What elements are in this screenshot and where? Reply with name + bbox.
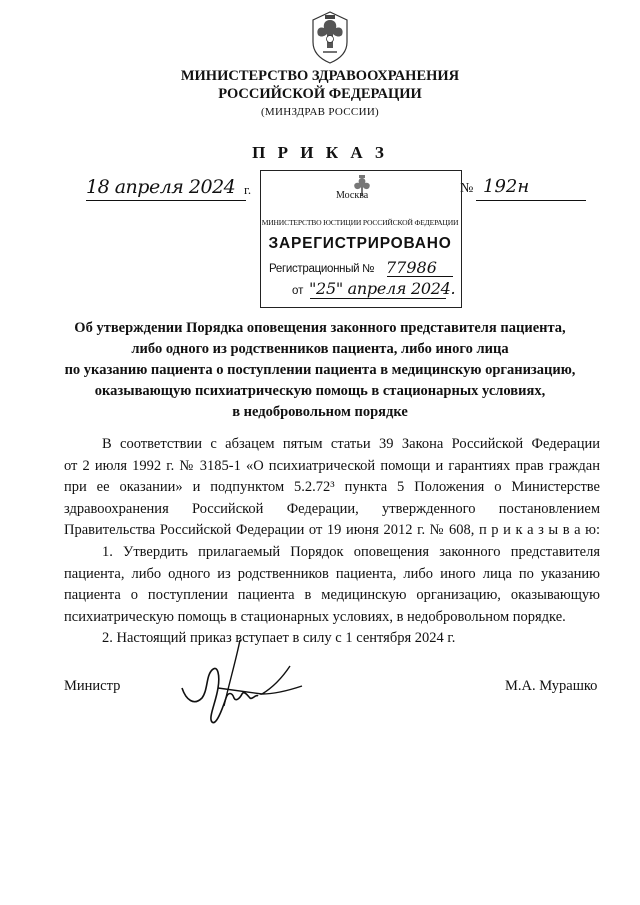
order-title-line: либо одного из родственников пациента, либо иного лица [131,341,509,357]
preamble-line: здравоохранения Российской Федерации, утвержденного постановлением [64,500,600,517]
preamble-line: от 2 июля 1992 г. № 3185-1 «О психиатрической помощи и гарантиях прав граждан [64,457,600,474]
preamble-line: В соответствии с абзацем пятым статьи 39 Закона Российской Федерации [102,436,600,452]
stamp-reg-date: "25" апреля 2024. [309,279,456,298]
stamp-reg-label: Регистрационный № [269,263,375,275]
item-2-paragraph [64,628,600,650]
stamp-date-label: от [292,285,304,297]
date-underline [86,200,246,201]
item-1-line: психиатрическую помощь в стационарных условиях, в недобровольном порядке. [64,608,566,625]
coat-of-arms-emblem [303,8,357,66]
number-underline [476,200,586,201]
document-type: П Р И К А З [252,143,388,162]
item-1-paragraph [64,542,600,628]
reg-number-underline [387,276,453,277]
order-date-suffix: г. [244,182,252,197]
stamp-city: Москва [336,190,369,201]
item-1-line: пациента, либо одного из родственников пациента, либо иного лица по указанию [64,565,600,582]
item-2-line: 2. Настоящий приказ вступает в силу с 1 сентября 2024 г. [102,630,456,646]
order-title-line: по указанию пациента о поступлении пациента в медицинскую организацию, [64,362,576,378]
signatory-position: Министр [64,678,121,694]
order-number-sign: № [460,181,474,196]
stamp-status: ЗАРЕГИСТРИРОВАНО [268,235,452,252]
order-title-line: оказывающую психиатрическую помощь в стационарных условиях, [94,383,546,399]
preamble-line: Правительства Российской Федерации от 19 июня 2012 г. № 608, п р и к а з ы в а ю: [64,522,600,539]
preamble-paragraph [64,434,600,542]
order-number: 192н [483,176,530,197]
item-1-line: 1. Утвердить прилагаемый Порядок оповещения законного представителя [102,544,600,560]
order-title-line: в недобровольном порядке [232,404,408,420]
order-date: 18 апреля 2024 [86,176,236,198]
stamp-ministry: МИНИСТЕРСТВО ЮСТИЦИИ РОССИЙСКОЙ ФЕДЕРАЦИИ [261,218,459,227]
stamp-reg-number: 77986 [386,258,437,277]
item-1-line: пациента о поступлении пациента в медицинскую организацию, оказывающую [64,587,600,604]
reg-date-underline [310,298,446,299]
preamble-line: при ее оказании» и подпунктом 5.2.72³ пункта 5 Положения о Министерстве [64,479,600,496]
ministry-name-line2: РОССИЙСКОЙ ФЕДЕРАЦИИ [218,86,422,102]
order-title-line: Об утверждении Порядка оповещения законного представителя пациента, [74,320,566,336]
ministry-name-line1: МИНИСТЕРСТВО ЗДРАВООХРАНЕНИЯ [180,68,460,84]
signatory-name: М.А. Мурашко [505,678,598,694]
ministry-short-name: (МИНЗДРАВ РОССИИ) [260,106,380,118]
handwritten-signature [178,640,328,736]
